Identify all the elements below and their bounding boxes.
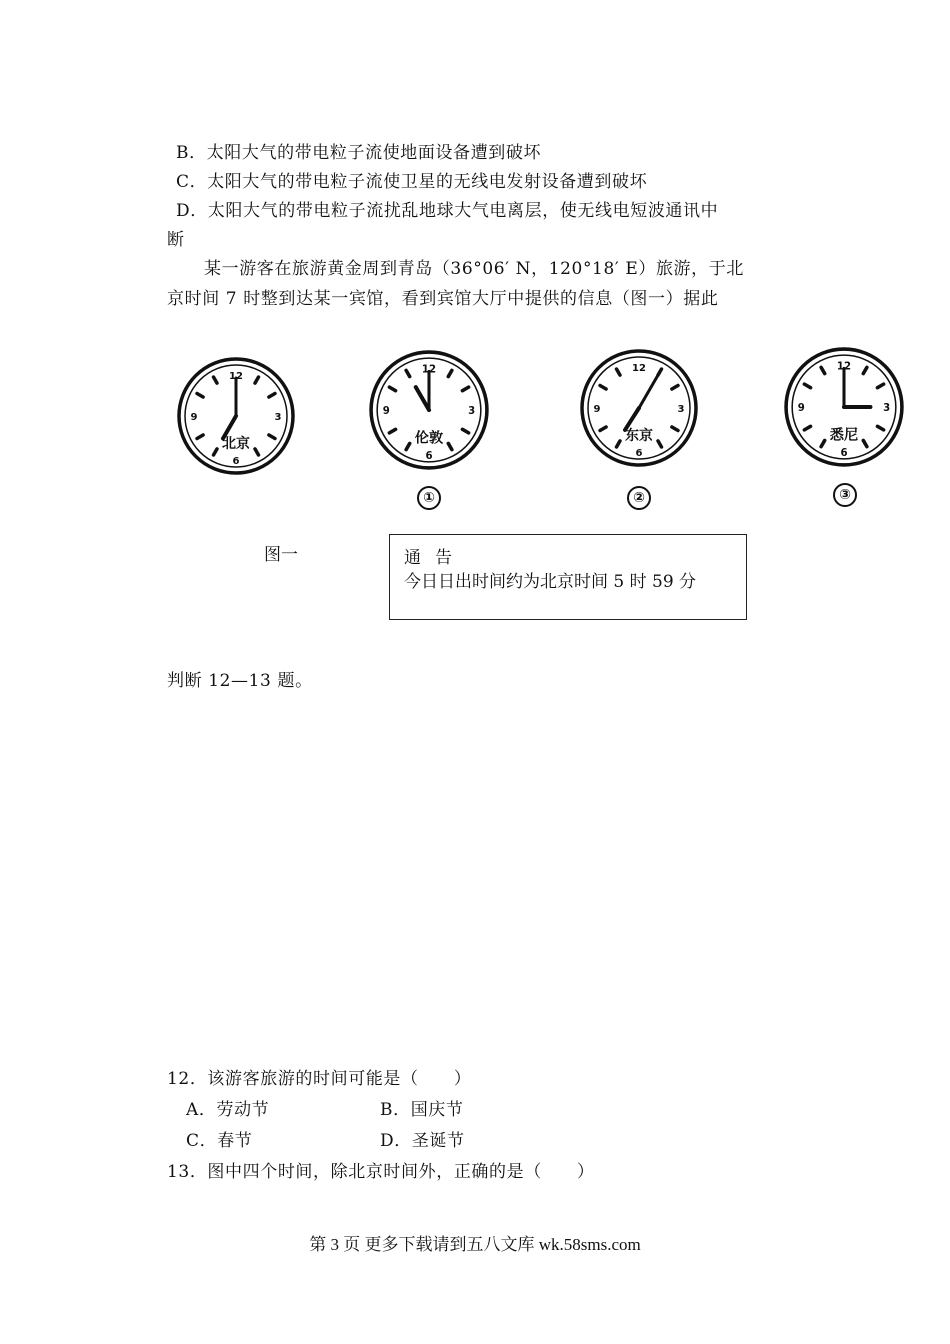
clock-tick (658, 441, 662, 447)
clock-tick (255, 449, 259, 455)
question-12-stem: 12．该游客旅游的时间可能是（ ） (167, 1069, 472, 1089)
dial-number: 3 (677, 404, 685, 415)
question-12-option-c: C．春节 (186, 1131, 253, 1151)
clock-beijing-face (175, 355, 297, 477)
dial-number: 9 (797, 403, 805, 415)
clock-tick (197, 435, 203, 439)
clock-tick (863, 440, 867, 446)
clock-tokyo (578, 347, 700, 469)
clock-tokyo-face (578, 347, 700, 469)
notice-box (389, 534, 747, 620)
option-c: C．太阳大气的带电粒子流使卫星的无线电发射设备遭到破坏 (176, 172, 648, 192)
page-footer: 第 3 页 更多下载请到五八文库 wk.58sms.com (309, 1235, 641, 1254)
clock-tick (863, 367, 867, 373)
clock-tick (672, 386, 678, 390)
figure-label: 图一 (264, 545, 298, 565)
notice-body: 今日日出时间约为北京时间 5 时 59 分 (404, 572, 697, 592)
clock-tick (600, 386, 606, 390)
clock-marker-2: ② (627, 486, 651, 510)
option-b: B．太阳大气的带电粒子流使地面设备遭到破坏 (176, 143, 542, 163)
question-12-option-b: B．国庆节 (380, 1100, 464, 1120)
clock-tick (214, 377, 218, 383)
clock-tick (389, 387, 395, 391)
option-d-line2: 断 (167, 230, 185, 250)
question-13-stem: 13．图中四个时间，除北京时间外，正确的是（ ） (167, 1162, 595, 1182)
clock-tick (197, 394, 203, 398)
dial-number: 9 (593, 404, 601, 415)
clock-city-name: 悉尼 (829, 427, 859, 444)
clock-tick (389, 429, 395, 433)
clock-tick (448, 370, 452, 376)
clock-tick (255, 377, 259, 383)
clock-sydney-face (782, 345, 906, 469)
clock-tick (462, 387, 468, 391)
clock-tick (448, 443, 452, 449)
notice-title: 通告 (404, 548, 466, 568)
clock-tick (672, 427, 678, 431)
dial-number: 6 (425, 450, 433, 462)
intro-line2: 京时间 7 时整到达某一宾馆，看到宾馆大厅中提供的信息（图一）据此 (167, 289, 719, 309)
clock-tick (821, 440, 825, 446)
clock-tick (804, 384, 810, 388)
clock-tick (617, 369, 621, 375)
clock-beijing (175, 355, 297, 477)
clock-tick (406, 370, 410, 376)
clock-tick (269, 394, 275, 398)
clock-tick (821, 367, 825, 373)
dial-number: 6 (635, 448, 643, 459)
clock-tick (600, 427, 606, 431)
minute-hand (639, 375, 658, 408)
dial-number: 3 (883, 403, 891, 415)
dial-number: 6 (232, 456, 240, 467)
dial-number: 12 (632, 363, 646, 374)
dial-number: 9 (190, 412, 198, 423)
clock-tick (617, 441, 621, 447)
clock-tick (406, 443, 410, 449)
question-12-option-d: D．圣诞节 (380, 1131, 465, 1151)
dial-number: 12 (421, 364, 437, 376)
clock-london (367, 348, 491, 472)
clock-city-name: 伦敦 (414, 430, 444, 447)
dial-number: 12 (229, 371, 243, 382)
dial-number: 3 (274, 412, 282, 423)
clock-marker-3: ③ (833, 483, 857, 507)
clock-tick (214, 449, 218, 455)
clock-city-name: 北京 (222, 436, 250, 452)
clock-city-name: 东京 (625, 428, 653, 444)
dial-number: 3 (468, 406, 476, 418)
clock-marker-1: ① (417, 486, 441, 510)
hour-hand (625, 408, 639, 430)
clock-tick (269, 435, 275, 439)
clock-london-face (367, 348, 491, 472)
dial-number: 6 (840, 447, 848, 459)
option-d-line1: D．太阳大气的带电粒子流扰乱地球大气电离层，使无线电短波通讯中 (176, 201, 719, 221)
intro-line1: 某一游客在旅游黄金周到青岛（36°06′ N，120°18′ E）旅游，于北 (204, 259, 744, 279)
clock-tick (462, 429, 468, 433)
dial-number: 9 (382, 406, 390, 418)
clock-tick (877, 426, 883, 430)
dial-number: 12 (836, 361, 852, 373)
clock-tick (877, 384, 883, 388)
intro-line3: 判断 12—13 题。 (167, 671, 313, 691)
hour-hand (416, 387, 429, 410)
clock-tick (804, 426, 810, 430)
clock-sydney (782, 345, 906, 469)
question-12-option-a: A．劳动节 (186, 1100, 270, 1120)
